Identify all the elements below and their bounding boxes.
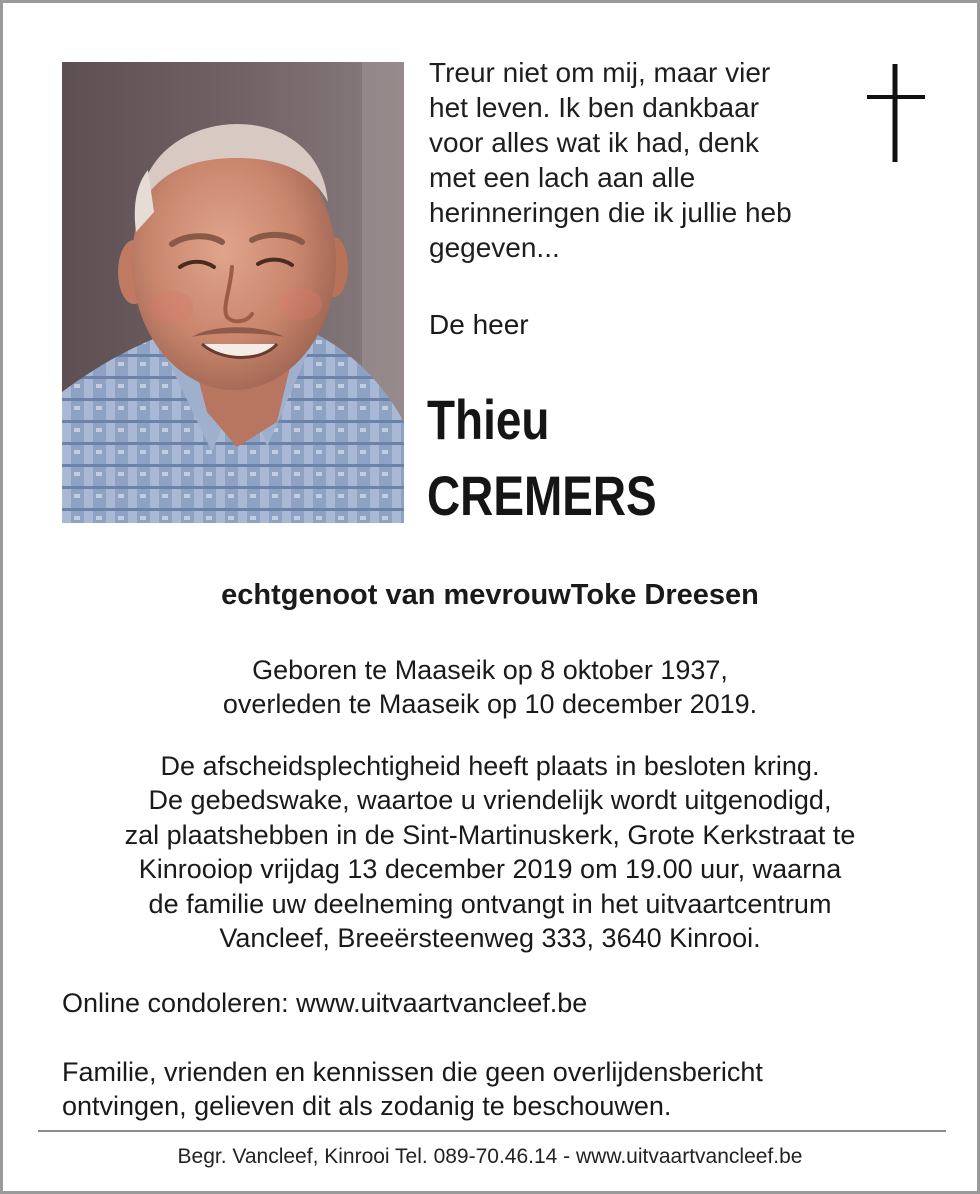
ceremony-line: Vancleef, Breeërsteenweg 333, 3640 Kinrooi. bbox=[219, 923, 761, 954]
quote-line: met een lach aan alle bbox=[429, 162, 696, 193]
quote-line: gegeven... bbox=[429, 232, 560, 263]
quote-line: het leven. Ik ben dankbaar bbox=[429, 92, 760, 123]
memorial-quote bbox=[429, 55, 859, 265]
notice-line: ontvingen, gelieven dit als zodanig te beschouwen. bbox=[62, 1091, 672, 1121]
ceremony-line: De afscheidsplechtigheid heeft plaats in besloten kring. bbox=[160, 751, 820, 781]
cross-icon bbox=[867, 64, 925, 162]
online-condolences: Online condoleren: www.uitvaartvancleef.be bbox=[62, 988, 588, 1018]
quote-line: voor alles wat ik had, denk bbox=[429, 127, 759, 158]
ceremony-line: De gebedswake, waartoe u vriendelijk wordt uitgenodigd, bbox=[148, 785, 832, 816]
given-name: Thieu bbox=[427, 388, 550, 451]
funeral-home-footer: Begr. Vancleef, Kinrooi Tel. 089-70.46.14 - www.uitvaartvancleef.be bbox=[177, 1145, 803, 1168]
portrait-photo bbox=[62, 62, 404, 523]
family-name: CREMERS bbox=[427, 464, 657, 527]
ceremony-details bbox=[3, 749, 977, 955]
ceremony-line: Kinrooiop vrijdag 13 december 2019 om 19.00 uur, waarna bbox=[138, 854, 842, 885]
birth-death-dates bbox=[3, 653, 977, 721]
quote-line: Treur niet om mij, maar vier bbox=[429, 57, 771, 88]
dates-line: overleden te Maaseik op 10 december 2019. bbox=[222, 689, 758, 719]
dates-line: Geboren te Maaseik op 8 oktober 1937, bbox=[252, 655, 728, 685]
spouse-line: echtgenoot van mevrouwToke Dreesen bbox=[221, 579, 759, 611]
footer-divider bbox=[38, 1130, 946, 1132]
quote-line: herinneringen die ik jullie heb bbox=[429, 197, 792, 228]
salutation: De heer bbox=[429, 309, 529, 340]
ceremony-line: zal plaatshebben in de Sint-Martinuskerk, Grote Kerkstraat te bbox=[124, 819, 856, 850]
notice-text bbox=[62, 1055, 763, 1123]
notice-line: Familie, vrienden en kennissen die geen overlijdensbericht bbox=[62, 1057, 763, 1087]
ceremony-line: de familie uw deelneming ontvangt in het uitvaartcentrum bbox=[148, 888, 832, 919]
